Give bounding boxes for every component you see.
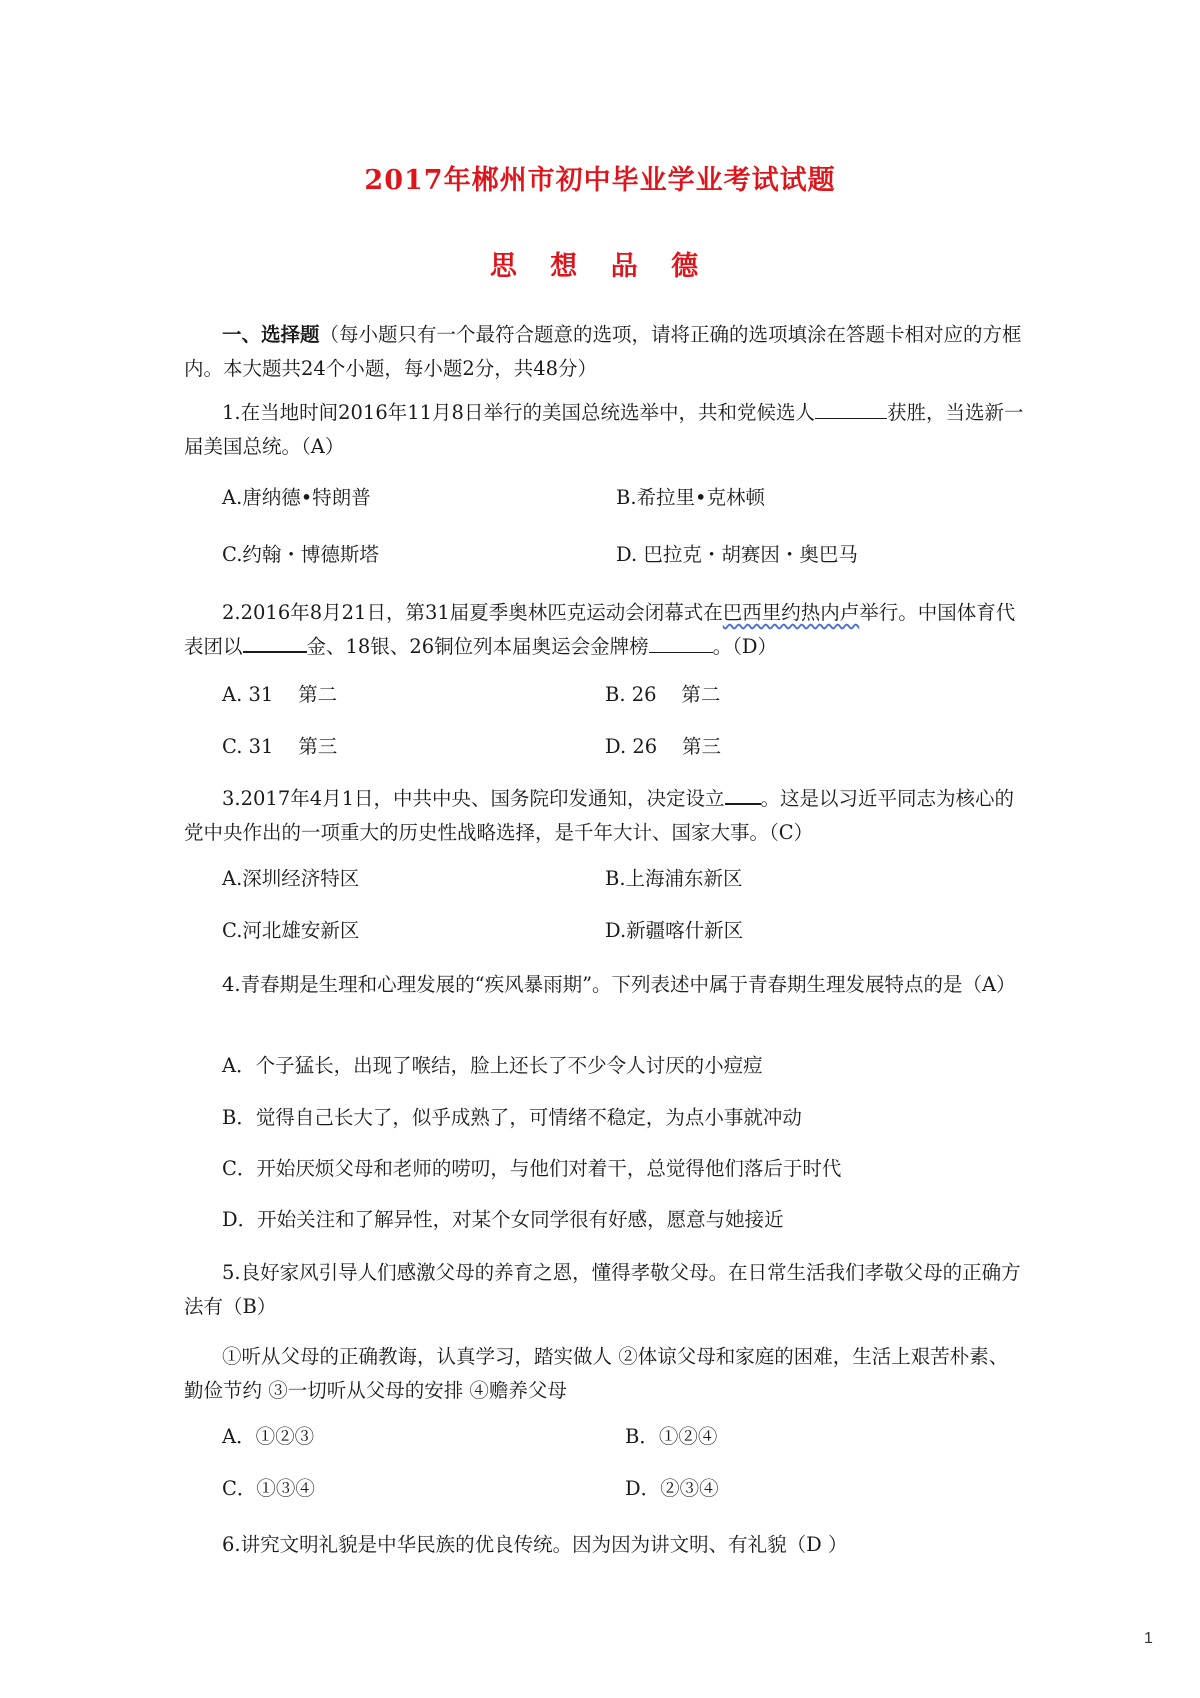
question-1-stem: [184, 396, 1024, 464]
question-5-option-b: B．①②④: [625, 1425, 718, 1448]
answer-blank: [815, 398, 887, 419]
question-1-option-a: A.唐纳德•特朗普: [222, 486, 371, 509]
section-instruction: [184, 318, 1024, 386]
question-4-option-c: C．开始厌烦父母和老师的唠叨，与他们对着干，总觉得他们落后于时代: [222, 1157, 842, 1180]
question-1-option-d: D. 巴拉克・胡赛因・奥巴马: [616, 543, 858, 566]
subject-title: 思 想 品 德: [489, 251, 711, 282]
question-5-option-d: D．②③④: [625, 1477, 719, 1500]
question-2-option-b: B. 26 第二: [605, 683, 721, 706]
question-3-option-a: A.深圳经济特区: [222, 867, 360, 890]
question-2-option-c: C. 31 第三: [222, 735, 338, 758]
question-3-option-b: B.上海浦东新区: [605, 867, 743, 890]
question-1-option-b: B.希拉里•克林顿: [616, 486, 766, 509]
question-2-text-a: 2.2016年8月21日，第31届夏季奥林匹克运动会闭幕式在: [222, 601, 723, 624]
question-1-option-c: C.约翰・博德斯塔: [222, 543, 379, 566]
answer-blank: [649, 632, 713, 653]
question-3-stem: [184, 782, 1024, 850]
page-number: 1: [1144, 1630, 1153, 1647]
question-5-stem: 5.良好家风引导人们感激父母的养育之恩，懂得孝敬父母。在日常生活我们孝敬父母的正确方法有（B）: [184, 1261, 1021, 1318]
question-3-text-b: 。这是以习近平同志为核心的党中央作出的一项重大的历史性战略选择，是千年大计、国家大事。（C）: [184, 787, 1015, 844]
section-instruction-text: （每小题只有一个最符合题意的选项，请将正确的选项填涂在答题卡相对应的方框内。本大题共24个小题，每小题2分，共48分）: [184, 323, 1022, 380]
question-2-wavy-text: 巴西里约热内卢: [722, 601, 860, 624]
question-2-text-b: 举行。中国体育代表团以: [184, 601, 1016, 658]
question-2-option-a: A. 31 第二: [222, 683, 338, 706]
question-5-statements: ①听从父母的正确教诲，认真学习，踏实做人 ②体谅父母和家庭的困难，生活上艰苦朴素、勤俭节约 ③一切听从父母的安排 ④赡养父母: [184, 1345, 1009, 1402]
answer-blank: [725, 783, 761, 805]
question-6-stem: 6.讲究文明礼貌是中华民族的优良传统。因为因为讲文明、有礼貌（D ）: [222, 1533, 848, 1556]
question-2-text-c: 金、18银、26铜位列本届奥运会金牌榜: [306, 635, 649, 658]
question-5-option-c: C．①③④: [222, 1477, 315, 1500]
question-1-text-b: 获胜，当选新一届美国总统。（A）: [184, 401, 1024, 458]
question-2-stem: [184, 596, 1024, 664]
question-5-option-a: A．①②③: [222, 1425, 315, 1448]
question-3-option-d: D.新疆喀什新区: [605, 919, 744, 942]
answer-blank: [243, 631, 307, 653]
exam-title: 2017年郴州市初中毕业学业考试试题: [364, 165, 836, 196]
question-3-option-c: C.河北雄安新区: [222, 919, 360, 942]
question-3-text-a: 3.2017年4月1日，中共中央、国务院印发通知，决定设立: [222, 787, 725, 810]
question-2-text-d: 。（D）: [712, 635, 778, 658]
question-1-text-a: 1.在当地时间2016年11月8日举行的美国总统选举中，共和党候选人: [222, 401, 815, 424]
question-4-option-a: A．个子猛长，出现了喉结，脸上还长了不少令人讨厌的小痘痘: [222, 1054, 763, 1077]
question-4-stem: 4.青春期是生理和心理发展的“疾风暴雨期”。下列表述中属于青春期生理发展特点的是（A）: [222, 973, 1016, 996]
question-2-option-d: D. 26 第三: [605, 735, 721, 758]
question-4-option-d: D．开始关注和了解异性，对某个女同学很有好感，愿意与她接近: [222, 1208, 784, 1231]
question-4-option-b: B．觉得自己长大了，似乎成熟了，可情绪不稳定，为点小事就冲动: [222, 1106, 802, 1129]
section-heading: 一、选择题: [222, 323, 320, 346]
